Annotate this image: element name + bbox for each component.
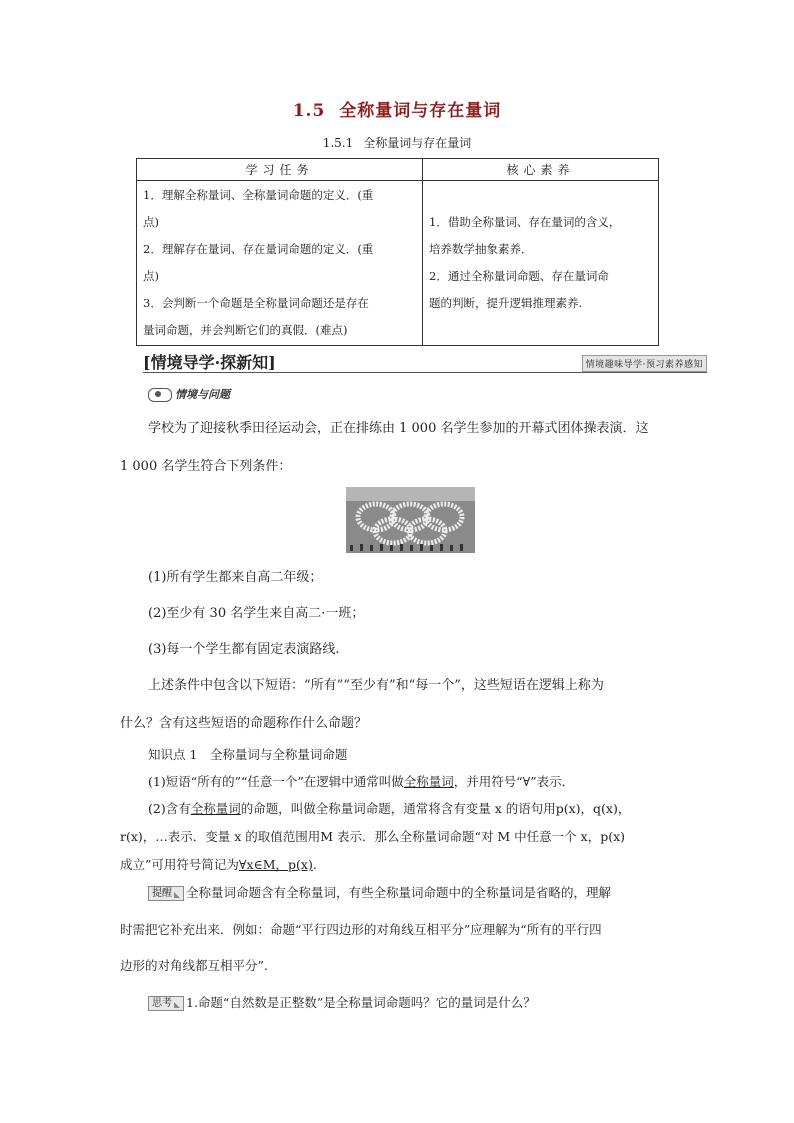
subsection-title: 全称量词与存在量词: [363, 136, 472, 150]
task-line: 3．会判断一个命题是全称量词命题还是存在: [143, 296, 369, 310]
section-number: 1.5: [292, 101, 326, 121]
knowledge-p2-line3: [120, 855, 317, 873]
knowledge-p1: [148, 773, 574, 791]
section-title: 全称量词与存在量词: [339, 101, 502, 121]
literacy-line: 1．借助全称量词、存在量词的含义，: [429, 215, 621, 229]
think-q1: [148, 994, 536, 1012]
section-bar-tag: 情境趣味导学·预习素养感知: [582, 355, 707, 372]
think-badge: 思考: [148, 996, 184, 1011]
knowledge-p2-b: 的命题，叫做全称量词命题，通常将含有变量 x 的语句用p(x)，q(x)，: [240, 801, 631, 816]
scenario-icon: [148, 388, 172, 402]
scenario-heading-text: 情境与问题: [175, 388, 230, 401]
goals-table: [136, 158, 659, 346]
knowledge-p1-b: ，并用符号“∀”表示．: [453, 774, 575, 789]
knowledge-p2-a: (2)含有: [148, 801, 191, 816]
condition-3: (3)每一个学生都有固定表演路线.: [148, 642, 340, 657]
question-line1: 上述条件中包含以下短语：“所有”“至少有”和“每一个”，这些短语在逻辑上称为: [148, 678, 604, 693]
goals-header-literacy: 核心素养: [423, 159, 659, 181]
goals-tasks-cell: [137, 181, 423, 346]
page-subtitle: [0, 134, 794, 151]
scenario-heading: [148, 386, 230, 402]
scenario-intro-line2: 1 000 名学生符合下列条件：: [120, 459, 292, 474]
section-bar: [143, 350, 707, 373]
tip-line3: 边形的对角线都互相平分”.: [120, 958, 268, 973]
knowledge-heading: 知识点 1 全称量词与全称量词命题: [148, 747, 348, 762]
knowledge-p2-line3-a: 成立”可用符号简记为: [120, 857, 239, 872]
subsection-number: 1.5.1: [322, 136, 354, 150]
task-line: 点): [143, 269, 159, 283]
literacy-line: 题的判断，提升逻辑推理素养.: [429, 296, 583, 310]
knowledge-p2: [148, 800, 630, 818]
section-bar-title: [情境导学·探新知]: [143, 353, 276, 372]
knowledge-p2-symbol: ∀x∈M，p(x): [238, 857, 313, 872]
task-line: 1．理解全称量词、全称量词命题的定义．(重: [143, 188, 374, 202]
knowledge-p1-a: (1)短语“所有的”“任意一个”在逻辑中通常叫做: [148, 774, 404, 789]
task-line: 点): [143, 215, 159, 229]
page-title: [0, 96, 794, 121]
gymnastics-photo: [346, 487, 475, 553]
tip-badge: 提醒: [148, 886, 184, 901]
tip-line1: [148, 884, 611, 902]
tip-line2: 时需把它补充出来．例如：命题“平行四边形的对角线互相平分”应理解为“所有的平行四: [120, 922, 602, 937]
task-line: 2．理解存在量词、存在量词命题的定义．(重: [143, 242, 374, 256]
task-line: 量词命题，并会判断它们的真假．(难点): [143, 323, 348, 337]
think-q1-text: 1.命题“自然数是正整数”是全称量词命题吗？它的量词是什么？: [186, 995, 536, 1010]
knowledge-p2-term: 全称量词: [190, 801, 241, 816]
question-line2: 什么？含有这些短语的命题称作什么命题？: [120, 716, 368, 731]
tip-line1-text: 全称量词命题含有全称量词，有些全称量词命题中的全称量词是省略的，理解: [186, 885, 612, 900]
knowledge-p2-line3-b: .: [312, 857, 317, 872]
knowledge-p1-term: 全称量词: [403, 774, 454, 789]
scenario-intro-line1: 学校为了迎接秋季田径运动会，正在排练由 1 000 名学生参加的开幕式团体操表演．这: [148, 421, 649, 436]
goals-literacy-cell: [423, 181, 659, 346]
condition-1: (1)所有学生都来自高二年级；: [148, 570, 323, 585]
literacy-line: 2．通过全称量词命题、存在量词命: [429, 269, 609, 283]
goals-header-tasks: 学习任务: [137, 159, 423, 181]
literacy-line: 培养数学抽象素养．: [429, 242, 533, 256]
condition-2: (2)至少有 30 名学生来自高二·一班；: [148, 606, 365, 621]
knowledge-p2-line2: r(x)，…表示．变量 x 的取值范围用M 表示．那么全称量词命题“对 M 中任意一个 x，p(x): [120, 829, 626, 844]
